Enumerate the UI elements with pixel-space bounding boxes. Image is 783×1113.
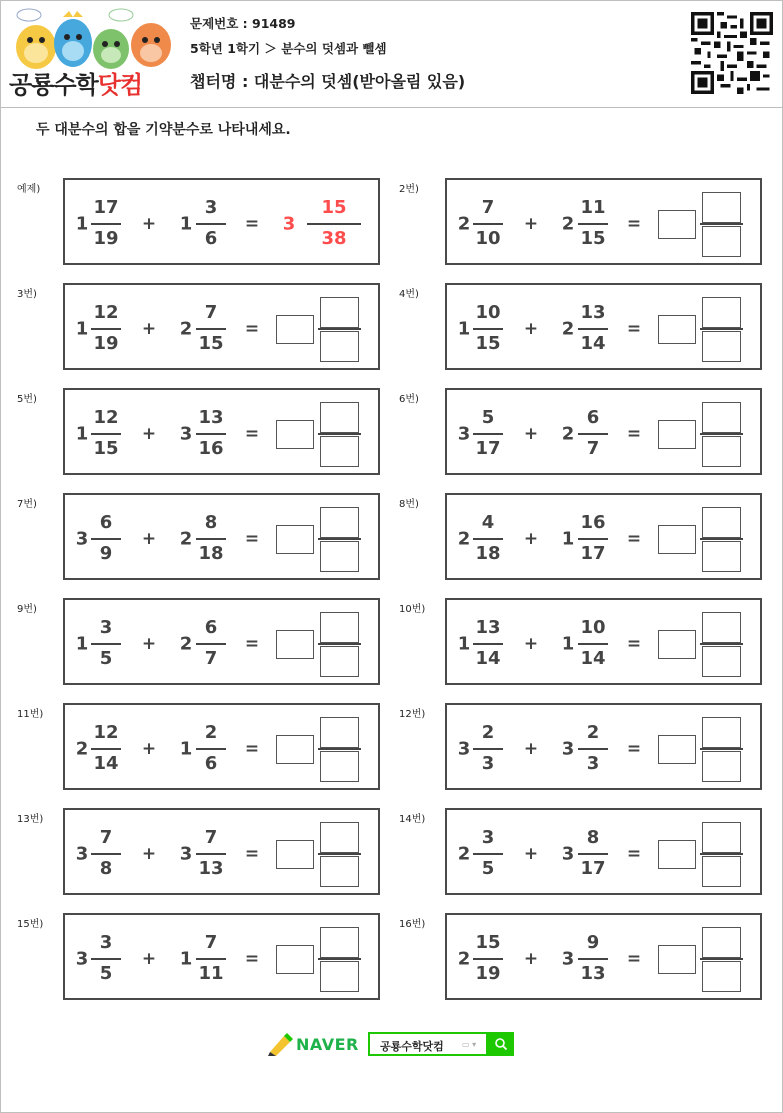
denominator: 15 <box>198 333 224 354</box>
answer-whole-input[interactable] <box>658 630 696 659</box>
answer-fraction-bar <box>318 433 361 435</box>
numerator: 3 <box>99 932 113 953</box>
whole-number: 2 <box>561 318 575 340</box>
worksheet-header <box>1 1 782 108</box>
fraction-bar <box>307 223 361 225</box>
denominator: 13 <box>580 963 606 984</box>
plus-sign: + <box>523 739 539 759</box>
denominator: 38 <box>321 228 347 249</box>
whole-number: 2 <box>179 528 193 550</box>
whole-number: 1 <box>179 213 193 235</box>
instruction-text: 두 대분수의 합을 기약분수로 나타내세요. <box>36 122 291 138</box>
problem-label: 6번) <box>399 394 419 405</box>
problem-label: 2번) <box>399 184 419 195</box>
denominator: 14 <box>580 648 606 669</box>
problem-label: 11번) <box>17 709 44 720</box>
numerator: 13 <box>580 302 606 323</box>
equals-sign: = <box>626 319 642 339</box>
equals-sign: = <box>626 424 642 444</box>
problem-box <box>445 913 762 1000</box>
denominator: 14 <box>475 648 501 669</box>
numerator: 7 <box>204 827 218 848</box>
fraction-bar <box>91 433 121 435</box>
numerator: 11 <box>580 197 606 218</box>
plus-sign: + <box>141 949 157 969</box>
answer-numerator-input[interactable] <box>702 927 741 958</box>
plus-sign: + <box>523 214 539 234</box>
numerator: 8 <box>586 827 600 848</box>
plus-sign: + <box>141 529 157 549</box>
answer-whole-input[interactable] <box>276 315 314 344</box>
answer-numerator-input[interactable] <box>702 507 741 538</box>
plus-sign: + <box>141 634 157 654</box>
fraction-bar <box>91 853 121 855</box>
answer-denominator-input[interactable] <box>702 961 741 992</box>
whole-number: 1 <box>75 423 89 445</box>
denominator: 8 <box>99 858 113 879</box>
fraction-bar <box>196 748 226 750</box>
denominator: 11 <box>198 963 224 984</box>
answer-whole-input[interactable] <box>276 945 314 974</box>
answer-fraction-bar <box>700 853 743 855</box>
numerator: 13 <box>475 617 501 638</box>
denominator: 6 <box>204 228 218 249</box>
answer-whole-input[interactable] <box>276 840 314 869</box>
answer-fraction-bar <box>700 433 743 435</box>
answer-fraction-bar <box>700 328 743 330</box>
problem-box <box>63 703 380 790</box>
numerator: 7 <box>99 827 113 848</box>
numerator: 2 <box>204 722 218 743</box>
answer-whole-input[interactable] <box>658 315 696 344</box>
problem-box <box>63 178 380 265</box>
answer-denominator-input[interactable] <box>702 751 741 782</box>
answer-fraction-bar <box>318 643 361 645</box>
equals-sign: = <box>626 634 642 654</box>
whole-number: 2 <box>179 633 193 655</box>
numerator: 7 <box>481 197 495 218</box>
denominator: 16 <box>198 438 224 459</box>
whole-number: 1 <box>457 318 471 340</box>
whole-number: 3 <box>179 843 193 865</box>
problem-box <box>445 493 762 580</box>
fraction-bar <box>91 958 121 960</box>
answer-numerator-input[interactable] <box>320 612 359 643</box>
whole-number: 3 <box>457 423 471 445</box>
whole-number: 2 <box>457 528 471 550</box>
site-logo-text: 공룡수학닷컴 <box>9 71 143 99</box>
problem-label: 8번) <box>399 499 419 510</box>
problem-box <box>63 913 380 1000</box>
answer-numerator-input[interactable] <box>320 927 359 958</box>
equals-sign: = <box>244 214 260 234</box>
answer-numerator-input[interactable] <box>702 822 741 853</box>
denominator: 15 <box>93 438 119 459</box>
problem-box <box>445 283 762 370</box>
answer-whole-input[interactable] <box>658 525 696 554</box>
problem-box <box>445 703 762 790</box>
equals-sign: = <box>244 844 260 864</box>
denominator: 14 <box>580 333 606 354</box>
chapter-title: 챕터명 : 대분수의 덧셈(받아올림 있음) <box>190 72 466 91</box>
search-query-text: 공룡수학닷컴 <box>380 1040 444 1053</box>
problem-label: 14번) <box>399 814 426 825</box>
problem-box <box>63 388 380 475</box>
fraction-bar <box>91 748 121 750</box>
course-breadcrumb: 5학년 1학기 ＞ 분수의 덧셈과 뺄셈 <box>190 41 387 56</box>
denominator: 5 <box>99 963 113 984</box>
denominator: 5 <box>99 648 113 669</box>
problem-label: 10번) <box>399 604 426 615</box>
naver-logo: NAVER <box>296 1035 359 1054</box>
answer-fraction-bar <box>700 958 743 960</box>
fraction-bar <box>196 853 226 855</box>
numerator: 7 <box>204 932 218 953</box>
whole-number: 3 <box>561 843 575 865</box>
problem-box <box>445 808 762 895</box>
denominator: 17 <box>580 858 606 879</box>
keyboard-icon: ▭ ▾ <box>462 1040 477 1049</box>
numerator: 10 <box>580 617 606 638</box>
numerator: 13 <box>198 407 224 428</box>
numerator: 3 <box>204 197 218 218</box>
answer-denominator-input[interactable] <box>320 331 359 362</box>
numerator: 15 <box>321 197 347 218</box>
problem-box <box>445 388 762 475</box>
whole-number: 2 <box>561 213 575 235</box>
fraction-bar <box>91 643 121 645</box>
whole-number: 2 <box>75 738 89 760</box>
fraction-bar <box>196 433 226 435</box>
whole-number: 3 <box>75 843 89 865</box>
answer-whole-input[interactable] <box>658 840 696 869</box>
plus-sign: + <box>523 634 539 654</box>
fraction-bar <box>473 538 503 540</box>
numerator: 2 <box>481 722 495 743</box>
answer-denominator-input[interactable] <box>702 436 741 467</box>
fraction-bar <box>196 328 226 330</box>
whole-number: 2 <box>179 318 193 340</box>
fraction-bar <box>196 643 226 645</box>
numerator: 16 <box>580 512 606 533</box>
answer-numerator-input[interactable] <box>320 717 359 748</box>
fraction-bar <box>578 223 608 225</box>
problem-box <box>63 493 380 580</box>
naver-search-input[interactable] <box>368 1032 488 1056</box>
equals-sign: = <box>244 529 260 549</box>
denominator: 15 <box>580 228 606 249</box>
answer-whole-input[interactable] <box>658 420 696 449</box>
whole-number: 2 <box>457 843 471 865</box>
whole-number: 2 <box>457 213 471 235</box>
denominator: 18 <box>475 543 501 564</box>
plus-sign: + <box>141 214 157 234</box>
problem-box <box>63 598 380 685</box>
denominator: 7 <box>586 438 600 459</box>
numerator: 17 <box>93 197 119 218</box>
answer-numerator-input[interactable] <box>702 612 741 643</box>
whole-number: 3 <box>75 528 89 550</box>
denominator: 17 <box>475 438 501 459</box>
answer-denominator-input[interactable] <box>702 541 741 572</box>
equals-sign: = <box>244 634 260 654</box>
fraction-bar <box>578 328 608 330</box>
denominator: 19 <box>475 963 501 984</box>
answer-fraction-bar <box>700 538 743 540</box>
answer-fraction-bar <box>318 958 361 960</box>
answer-fraction-bar <box>700 643 743 645</box>
denominator: 19 <box>93 333 119 354</box>
fraction-bar <box>91 223 121 225</box>
denominator: 6 <box>204 753 218 774</box>
fraction-bar <box>91 538 121 540</box>
whole-number: 1 <box>75 213 89 235</box>
plus-sign: + <box>523 529 539 549</box>
whole-number: 1 <box>561 528 575 550</box>
fraction-bar <box>91 328 121 330</box>
answer-numerator-input[interactable] <box>320 402 359 433</box>
problem-label: 4번) <box>399 289 419 300</box>
numerator: 5 <box>481 407 495 428</box>
denominator: 13 <box>198 858 224 879</box>
fraction-bar <box>473 748 503 750</box>
problem-label: 9번) <box>17 604 37 615</box>
numerator: 10 <box>475 302 501 323</box>
answer-numerator-input[interactable] <box>702 402 741 433</box>
equals-sign: = <box>626 949 642 969</box>
answer-numerator-input[interactable] <box>702 297 741 328</box>
denominator: 19 <box>93 228 119 249</box>
plus-sign: + <box>141 319 157 339</box>
answer-denominator-input[interactable] <box>702 856 741 887</box>
equals-sign: = <box>244 739 260 759</box>
naver-pencil-icon <box>266 1032 294 1056</box>
numerator: 3 <box>481 827 495 848</box>
answer-denominator-input[interactable] <box>320 856 359 887</box>
fraction-bar <box>578 538 608 540</box>
equals-sign: = <box>626 214 642 234</box>
fraction-bar <box>578 433 608 435</box>
numerator: 12 <box>93 407 119 428</box>
equals-sign: = <box>244 319 260 339</box>
numerator: 9 <box>586 932 600 953</box>
answer-fraction-bar <box>318 538 361 540</box>
fraction-bar <box>196 223 226 225</box>
answer-fraction-bar <box>700 223 743 225</box>
answer-fraction-bar <box>318 328 361 330</box>
problem-number: 문제번호 : 91489 <box>190 16 296 31</box>
fraction-bar <box>473 223 503 225</box>
fraction-bar <box>578 853 608 855</box>
denominator: 5 <box>481 858 495 879</box>
problem-box <box>63 808 380 895</box>
numerator: 15 <box>475 932 501 953</box>
qr-code-icon <box>691 12 773 94</box>
fraction-bar <box>473 328 503 330</box>
answer-whole-input[interactable] <box>276 525 314 554</box>
naver-search-banner[interactable] <box>266 1032 516 1058</box>
whole-number: 1 <box>75 318 89 340</box>
problem-label: 예제) <box>17 184 41 195</box>
answer-fraction-bar <box>318 748 361 750</box>
naver-search-button[interactable] <box>488 1032 514 1056</box>
whole-number: 3 <box>179 423 193 445</box>
denominator: 3 <box>481 753 495 774</box>
answer-whole-input[interactable] <box>658 735 696 764</box>
denominator: 7 <box>204 648 218 669</box>
answer-denominator-input[interactable] <box>320 436 359 467</box>
fraction-bar <box>578 958 608 960</box>
answer-denominator-input[interactable] <box>320 541 359 572</box>
fraction-bar <box>578 643 608 645</box>
answer-denominator-input[interactable] <box>320 646 359 677</box>
equals-sign: = <box>244 424 260 444</box>
search-icon <box>494 1037 508 1051</box>
numerator: 8 <box>204 512 218 533</box>
fraction-bar <box>196 958 226 960</box>
answer-denominator-input[interactable] <box>320 751 359 782</box>
whole-number: 1 <box>75 633 89 655</box>
answer-whole-input[interactable] <box>276 420 314 449</box>
problem-label: 3번) <box>17 289 37 300</box>
fraction-bar <box>196 538 226 540</box>
denominator: 15 <box>475 333 501 354</box>
fraction-bar <box>473 958 503 960</box>
numerator: 6 <box>204 617 218 638</box>
whole-number: 3 <box>561 738 575 760</box>
problem-label: 5번) <box>17 394 37 405</box>
answer-denominator-input[interactable] <box>702 226 741 257</box>
problem-label: 15번) <box>17 919 44 930</box>
whole-number: 2 <box>457 948 471 970</box>
whole-number: 1 <box>179 948 193 970</box>
problem-box <box>445 598 762 685</box>
whole-number: 2 <box>561 423 575 445</box>
answer-denominator-input[interactable] <box>702 331 741 362</box>
fraction-bar <box>473 853 503 855</box>
equals-sign: = <box>626 844 642 864</box>
whole-number: 3 <box>282 213 296 235</box>
whole-number: 1 <box>179 738 193 760</box>
plus-sign: + <box>141 739 157 759</box>
answer-denominator-input[interactable] <box>702 646 741 677</box>
fraction-bar <box>578 748 608 750</box>
equals-sign: = <box>244 949 260 969</box>
plus-sign: + <box>523 949 539 969</box>
equals-sign: = <box>626 739 642 759</box>
whole-number: 3 <box>75 948 89 970</box>
answer-whole-input[interactable] <box>276 735 314 764</box>
answer-whole-input[interactable] <box>658 210 696 239</box>
problem-label: 7번) <box>17 499 37 510</box>
numerator: 6 <box>586 407 600 428</box>
answer-numerator-input[interactable] <box>320 297 359 328</box>
answer-numerator-input[interactable] <box>702 192 741 223</box>
answer-fraction-bar <box>318 853 361 855</box>
whole-number: 3 <box>561 948 575 970</box>
denominator: 18 <box>198 543 224 564</box>
denominator: 9 <box>99 543 113 564</box>
whole-number: 1 <box>457 633 471 655</box>
problem-label: 13번) <box>17 814 44 825</box>
problem-box <box>445 178 762 265</box>
fraction-bar <box>473 433 503 435</box>
problem-label: 12번) <box>399 709 426 720</box>
plus-sign: + <box>141 844 157 864</box>
whole-number: 3 <box>457 738 471 760</box>
answer-numerator-input[interactable] <box>320 822 359 853</box>
problem-label: 16번) <box>399 919 426 930</box>
equals-sign: = <box>626 529 642 549</box>
answer-whole-input[interactable] <box>276 630 314 659</box>
problem-box <box>63 283 380 370</box>
plus-sign: + <box>523 844 539 864</box>
numerator: 3 <box>99 617 113 638</box>
denominator: 10 <box>475 228 501 249</box>
whole-number: 1 <box>561 633 575 655</box>
plus-sign: + <box>141 424 157 444</box>
denominator: 14 <box>93 753 119 774</box>
numerator: 12 <box>93 302 119 323</box>
numerator: 7 <box>204 302 218 323</box>
answer-fraction-bar <box>700 748 743 750</box>
denominator: 17 <box>580 543 606 564</box>
numerator: 12 <box>93 722 119 743</box>
answer-whole-input[interactable] <box>658 945 696 974</box>
answer-numerator-input[interactable] <box>702 717 741 748</box>
answer-denominator-input[interactable] <box>320 961 359 992</box>
denominator: 3 <box>586 753 600 774</box>
plus-sign: + <box>523 319 539 339</box>
numerator: 6 <box>99 512 113 533</box>
numerator: 2 <box>586 722 600 743</box>
answer-numerator-input[interactable] <box>320 507 359 538</box>
fraction-bar <box>473 643 503 645</box>
numerator: 4 <box>481 512 495 533</box>
plus-sign: + <box>523 424 539 444</box>
